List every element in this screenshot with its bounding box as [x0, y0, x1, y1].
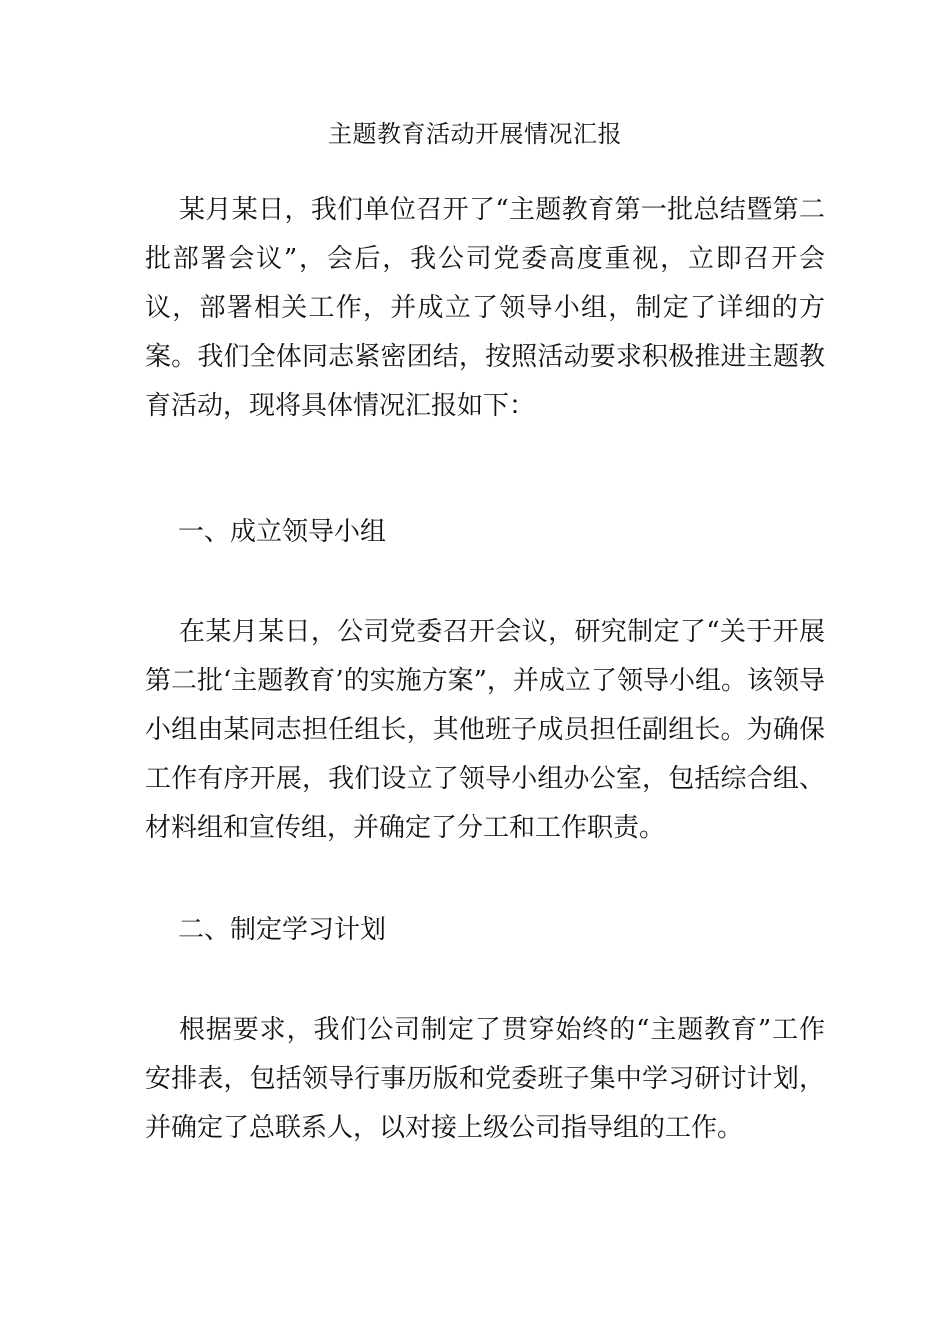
section-heading-2: 二、制定学习计划: [178, 915, 387, 945]
section-heading-1: 一、成立领导小组: [178, 517, 387, 547]
section-1-paragraph: 在某月某日，公司党委召开会议，研究制定了“关于开展第二批‘主题教育’的实施方案”，并成立了领导小组。该领导小组由某同志担任组长，其他班子成员担任副组长。为确保工作有序开展，我们设立了领导小组办公室，包括综合组、材料组和宣传组，并确定了分工和工作职责。: [145, 617, 825, 843]
document-title: 主题教育活动开展情况汇报: [328, 120, 622, 148]
intro-paragraph: 某月某日，我们单位召开了“主题教育第一批总结暨第二批部署会议”，会后，我公司党委高度重视，立即召开会议，部署相关工作，并成立了领导小组，制定了详细的方案。我们全体同志紧密团结，按照活动要求积极推进主题教育活动，现将具体情况汇报如下：: [145, 195, 825, 421]
section-2-paragraph: 根据要求，我们公司制定了贯穿始终的“主题教育”工作安排表，包括领导行事历版和党委班子集中学习研讨计划，并确定了总联系人，以对接上级公司指导组的工作。: [145, 1015, 825, 1143]
